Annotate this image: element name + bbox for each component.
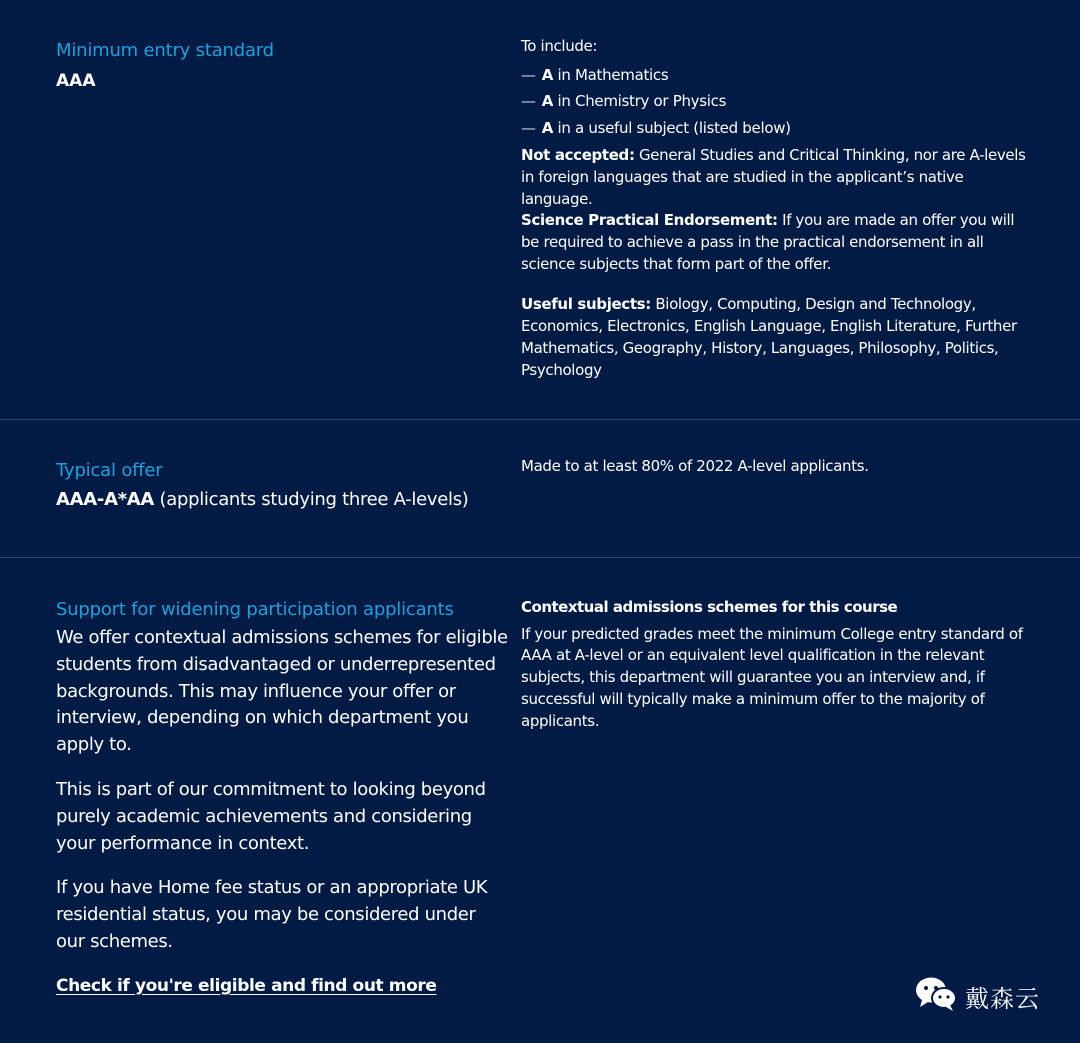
support-paragraph: We offer contextual admissions schemes for eligible students from disadvantaged or underrepresented backgrounds. This may influence your offer or interview, depending on which department you apply to.: [56, 627, 508, 756]
requirements-list: [521, 62, 1031, 142]
requirement-item: — A in a useful subject (listed below): [521, 118, 791, 137]
requirement-item: — A in Chemistry or Physics: [521, 92, 727, 111]
support-heading: Support for widening participation applicants: [56, 599, 454, 620]
entry-section: [0, 0, 1080, 419]
eligibility-link[interactable]: Check if you're eligible and find out more: [56, 975, 437, 996]
to-include-label: To include:: [521, 37, 598, 55]
support-left-column: [56, 598, 508, 996]
support-section: [0, 558, 1080, 1043]
typical-left-column: [56, 459, 506, 513]
typical-offer-note: Made to at least 80% of 2022 A-level applicants.: [521, 457, 869, 475]
support-paragraph: This is part of our commitment to looking beyond purely academic achievements and considering your performance in context.: [56, 778, 486, 854]
typical-offer-section: [0, 420, 1080, 557]
typical-offer-heading: Typical offer: [56, 460, 163, 481]
useful-subjects-note: Useful subjects: Biology, Computing, Design and Technology, Economics, Electronics, English Language, English Literature, Further Mathematics, Geography, History, Languages, Philosophy, Politics, Psychology: [521, 295, 1017, 379]
schemes-heading: Contextual admissions schemes for this course: [521, 598, 898, 616]
wechat-icon: [915, 976, 957, 1016]
schemes-text: If your predicted grades meet the minimum College entry standard of AAA at A-level or an equivalent level qualification in the relevant subjects, this department will guarantee you an interview and, if successful will typically make a minimum offer to the majority of applicants.: [521, 624, 1023, 730]
typical-offer-grade: AAA-A*AA (applicants studying three A-levels): [56, 489, 469, 510]
entry-heading: Minimum entry standard: [56, 40, 274, 61]
watermark: [915, 976, 1040, 1016]
science-practical-note: Science Practical Endorsement: If you are made an offer you will be required to achieve a pass in the practical endorsement in all science subjects that form part of the offer.: [521, 211, 1015, 273]
support-right-column: [521, 597, 1031, 732]
requirement-item: — A in Mathematics: [521, 65, 669, 84]
entry-left-column: [56, 39, 506, 93]
watermark-text: 戴森云: [965, 984, 1040, 1013]
entry-grade: AAA: [56, 71, 96, 91]
not-accepted-note: Not accepted: General Studies and Critical Thinking, nor are A-levels in foreign languages that are studied in the applicant’s native language.: [521, 146, 1026, 208]
support-paragraph: If you have Home fee status or an appropriate UK residential status, you may be considered under our schemes.: [56, 877, 488, 952]
typical-right-column: [521, 456, 1031, 478]
entry-right-column: [521, 36, 1031, 381]
